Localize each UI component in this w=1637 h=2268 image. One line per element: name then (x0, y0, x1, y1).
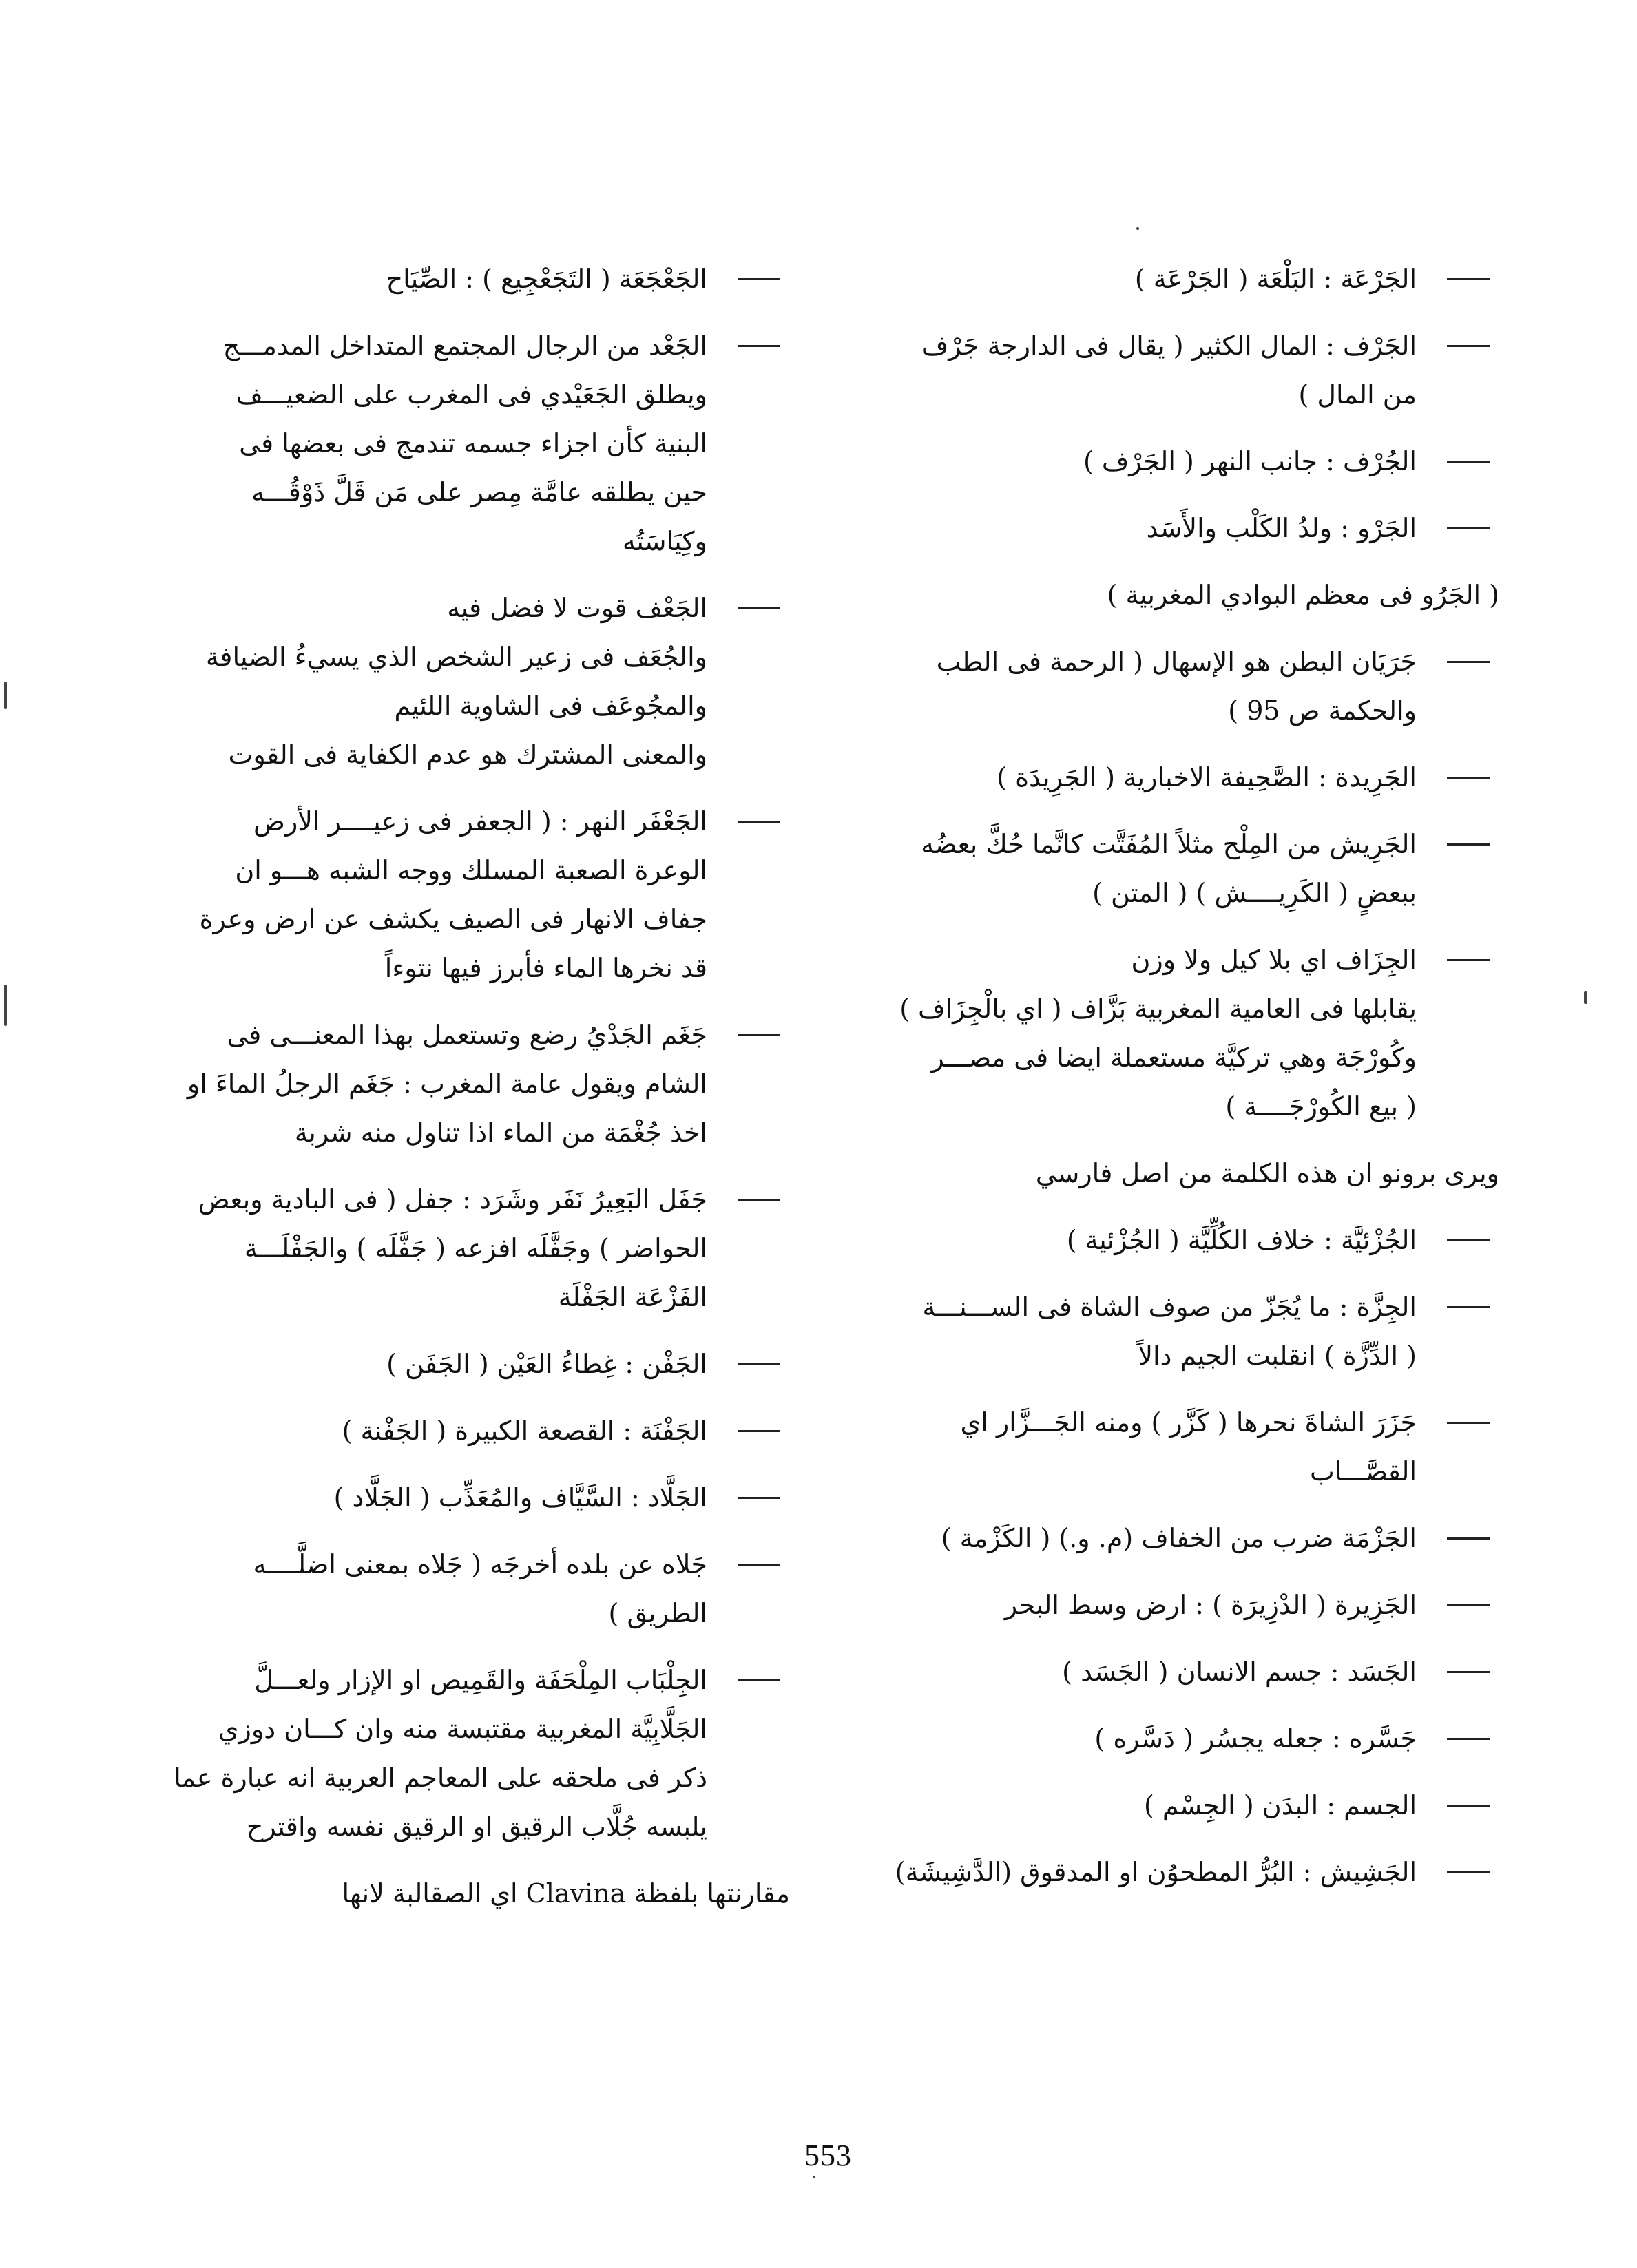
entry-dash (738, 607, 780, 609)
entry-line: مقارنتها بلفظة Clavina اي الصقالبة لانها (342, 1878, 790, 1909)
entry-line: والحكمة ص 95 ) (1228, 695, 1417, 726)
dictionary-entry (191, 584, 790, 779)
entry-line: جَرَيَان البطن هو الإسهال ( الرحمة فى الطب (936, 647, 1417, 677)
entry-line: الجَزِيرة ( الدْزِيرَة ) : ارض وسط البحر (1004, 1590, 1417, 1620)
entry-line: الجَرْو : ولدُ الكَلْب والأَسَد (1146, 513, 1417, 543)
entry-dash (1447, 1738, 1490, 1740)
entry-line: البنية كأن اجزاء جسمه تندمج فى بعضها فى (239, 428, 707, 459)
entry-line: ( الجَرُو فى معظم البوادي المغربية ) (1107, 580, 1499, 610)
entry-dash (738, 1564, 780, 1566)
dictionary-entry (187, 1011, 790, 1157)
entry-line: الجِلْبَاب المِلْحَفَة والقَمِيص او الإزار ولعـــلَّ (254, 1665, 707, 1695)
entry-dash (738, 1430, 780, 1432)
entry-dash (738, 1363, 780, 1365)
entry-line: الجُرْف : جانب النهر ( الجَرْف ) (1083, 446, 1417, 476)
entry-dash (1447, 461, 1490, 463)
entry-line: ( الدِّزَّة ) انقلبت الجيم دالاً (1138, 1341, 1417, 1371)
entry-dash (1447, 1671, 1490, 1673)
dictionary-entry (191, 322, 790, 566)
entry-line: اخذ جُغْمَة من الماء اذا تناول منه شربة (294, 1117, 707, 1148)
entry-line: الجسم : البدَن ( الجِسْم ) (1143, 1790, 1417, 1820)
entry-dash (1447, 278, 1490, 280)
left-column (174, 255, 790, 1936)
entry-line: حين يطلقه عامَّة مِصر على مَن قَلَّ ذَوْقُـــه (251, 477, 707, 507)
entry-line: الجَزْمَة ضرب من الخفاف (م. و.) ( الكَزْمة ) (941, 1523, 1417, 1553)
entry-line: الشام ويقول عامة المغرب : جَغَم الرجلُ الماءَ او (187, 1069, 707, 1099)
entry-dash (1447, 661, 1490, 663)
entry-dash (1447, 527, 1490, 529)
entry-dash (738, 1679, 780, 1681)
dictionary-entry (900, 1216, 1499, 1265)
page-number: 553 (804, 2139, 852, 2172)
entry-dash (738, 278, 780, 280)
entry-line: الجَفْنَة : القصعة الكبيرة ( الجَفْنة ) (342, 1416, 707, 1446)
entry-line: الجَرْعَة : البَلْعَة ( الجَرْعَة ) (1134, 264, 1417, 294)
dictionary-entry (191, 255, 790, 304)
entry-line: الطريق ) (608, 1598, 707, 1628)
entry-line: الوعرة الصعبة المسلك ووجه الشبه هـــو ان (235, 855, 707, 885)
entry-line: قد نخرها الماء فأبرز فيها نتوءاً (384, 953, 707, 983)
entry-line: الحواضر ) وجَفَّلَه افزعه ( جَفَّلَه ) والجَفْلَـــة (244, 1233, 707, 1263)
dictionary-entry (174, 1656, 790, 1851)
entry-line: والمجُوعَف فى الشاوية اللئيم (394, 691, 707, 721)
dictionary-entry (895, 1848, 1499, 1897)
entry-line: الجَرْف : المال الكثير ( يقال فى الدارجة جَرْف (921, 330, 1417, 361)
dictionary-entry (900, 1514, 1499, 1563)
dictionary-entry (900, 820, 1499, 918)
entry-line: جَغَم الجَدْيُ رضع وتستعمل بهذا المعنـــى فى (227, 1020, 707, 1050)
entry-dash (738, 821, 780, 823)
dictionary-entry (191, 1473, 790, 1522)
entry-line: من المال ) (1298, 379, 1417, 410)
entry-dash (738, 1199, 780, 1201)
entry-line: الجَعْد من الرجال المجتمع المتداخل المدمـــج (222, 330, 707, 361)
dictionary-entry (900, 255, 1499, 304)
entry-line: ( بيع الكُورْجَــــة ) (1225, 1091, 1417, 1122)
entry-line: جفاف الانهار فى الصيف يكشف عن ارض وعرة (199, 904, 707, 934)
dictionary-entry (900, 1581, 1499, 1630)
entry-dash (1447, 777, 1490, 779)
entry-line: جَفَل البَعِيرُ نَفَر وشَرَد : جفل ( فى البادية وبعض (198, 1184, 707, 1215)
scan-speck (1584, 991, 1587, 1004)
entry-line: الجَعْفَر النهر : ( الجعفر فى زعيــــر الأرض (253, 806, 707, 837)
dictionary-entry (191, 1540, 790, 1638)
entry-line: الجَلَّابِيَّة المغربية مقتبسة منه وان كـــان دوزي (218, 1714, 707, 1744)
scan-speck (4, 682, 7, 709)
dictionary-entry (900, 1398, 1499, 1496)
entry-line: الجِزَاف اي بلا كيل ولا وزن (1131, 945, 1417, 975)
dictionary-entry (191, 1407, 790, 1456)
scan-speck (4, 985, 7, 1026)
dictionary-entry (900, 1714, 1499, 1763)
entry-line: جَزَرَ الشاةَ نحرها ( كَزَّر ) ومنه الجَـــزَّار اي (960, 1407, 1417, 1438)
entry-line: الجُزْئيَّة : خلاف الكُلِّيَّة ( الجُزْئية ) (1066, 1225, 1417, 1255)
entry-line: الجِزَّة : ما يُجَزّ من صوف الشاة فى الســـنـــة (922, 1292, 1417, 1322)
dictionary-entry (900, 638, 1499, 735)
entry-dash (1447, 843, 1490, 846)
entry-dash (1447, 1805, 1490, 1807)
entry-line: ببعضٍ ( الكَرِيــــش ) ( المتن ) (1092, 878, 1417, 908)
entry-line: الجَعْجَعَة ( التَجَعْجِيع ) : الصِّيَاح (386, 264, 707, 294)
dictionary-entry (191, 1175, 790, 1322)
entry-dash (738, 1034, 780, 1036)
entry-line: الجَرِيش من المِلْح مثلاً المُفَتَّت كانَّما حُكَّ بعضُه (921, 829, 1417, 859)
entry-line: الجَسَد : جسم الانسان ( الجَسَد ) (1062, 1657, 1417, 1687)
dictionary-entry (900, 1283, 1499, 1380)
entry-line: القصَّـــاب (1309, 1456, 1417, 1487)
entry-dash (1447, 345, 1490, 347)
entry-line: الجَعْف قوت لا فضل فيه (447, 593, 707, 623)
entry-line: الجَشِيش : البُرُّ المطحوُن او المدقوق (الدَّشِيشَة) (895, 1857, 1417, 1887)
dictionary-entry (900, 322, 1499, 419)
right-column (895, 255, 1499, 1915)
entry-dash (1447, 959, 1490, 961)
dictionary-entry (900, 1648, 1499, 1697)
dictionary-entry (191, 797, 790, 993)
scan-speck (1136, 227, 1139, 230)
entry-line: ويطلق الجَعَيْدي فى المغرب على الضعيـــف (236, 379, 707, 410)
entry-line: وكُورْجَة وهي تركيَّة مستعملة ايضا فى مصـــر (931, 1042, 1417, 1073)
entry-line: ذكر فى ملحقه على المعاجم العربية انه عبارة عما (174, 1763, 707, 1793)
entry-continuation (900, 1149, 1499, 1198)
entry-dash (738, 1497, 780, 1499)
dictionary-entry (900, 504, 1499, 553)
entry-continuation (900, 571, 1499, 620)
entry-dash (1447, 1422, 1490, 1424)
scan-speck (813, 2176, 815, 2178)
entry-line: جَسَّره : جعله يجسُر ( دَسَّره ) (1094, 1723, 1417, 1754)
dictionary-entry (900, 1781, 1499, 1830)
entry-dash (1447, 1306, 1490, 1308)
entry-line: ويرى برونو ان هذه الكلمة من اصل فارسي (1035, 1158, 1499, 1188)
entry-dash (738, 345, 780, 347)
entry-line: الجَرِيدة : الصَّحِيفة الاخبارية ( الجَرِيدَة ) (997, 762, 1417, 792)
entry-dash (1447, 1604, 1490, 1606)
entry-line: الجَلَّاد : السَّيَّاف والمُعَذِّب ( الجَلَّاد ) (333, 1482, 707, 1513)
entry-dash (1447, 1239, 1490, 1241)
dictionary-entry (900, 753, 1499, 802)
entry-line: وكِيَاسَتُه (622, 526, 707, 556)
entry-continuation (191, 1869, 790, 1918)
entry-line: يلبسه جُلَّاب الرقيق او الرقيق نفسه واقترح (246, 1812, 707, 1842)
entry-line: الجَفْن : غِطاءُ العَيْن ( الجَفَن ) (386, 1349, 707, 1379)
dictionary-entry (900, 437, 1499, 486)
entry-line: يقابلها فى العامية المغربية بَزَّاف ( اي بالْجِزَاف ) (899, 994, 1417, 1024)
entry-line: والجُعَف فى زعير الشخص الذي يسيءُ الضيافة (205, 642, 707, 672)
entry-dash (1447, 1537, 1490, 1540)
entry-line: الفَزْعَة الجَفْلَة (558, 1282, 707, 1312)
entry-line: والمعنى المشترك هو عدم الكفاية فى القوت (228, 739, 707, 770)
entry-line: جَلاه عن بلده أخرجَه ( جَلاه بمعنى اضلَّــــه (253, 1549, 707, 1579)
entry-dash (1447, 1871, 1490, 1873)
dictionary-entry (900, 936, 1499, 1131)
dictionary-entry (191, 1340, 790, 1389)
